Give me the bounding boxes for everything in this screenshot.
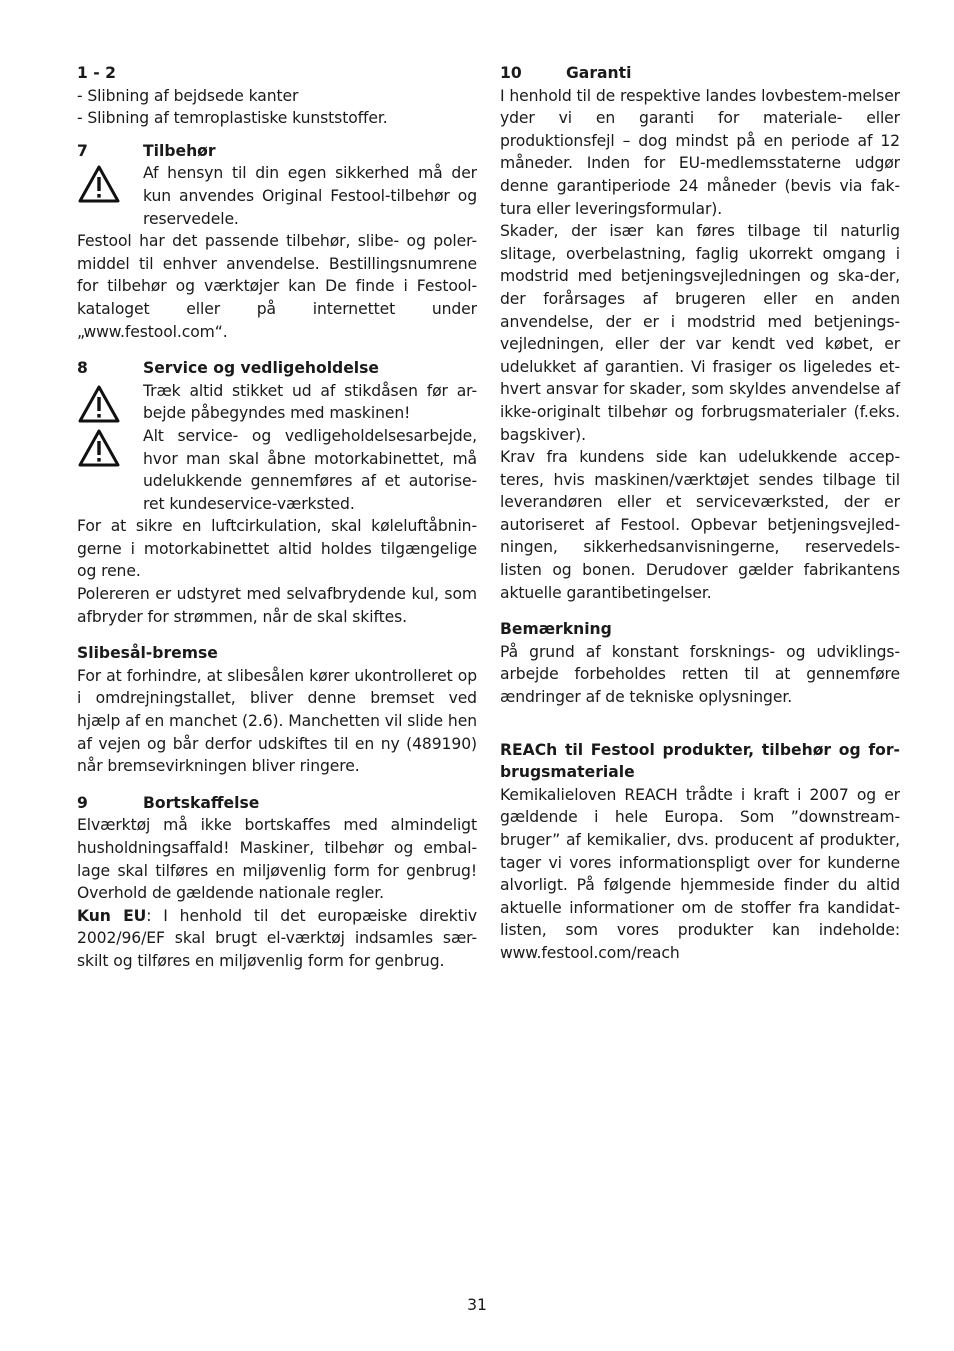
warning-triangle-icon [77, 164, 121, 204]
section-9-eu [77, 905, 477, 973]
section-8-heading [77, 357, 477, 380]
brake-body: For at forhindre, at slibesålen kører ukontrolleret op i omdrejningstallet, bliver denne bremset ved hjælp af en manchet (2.6). Manchetten vil slide hen af vejen og bår derfor udskiftes til en ny (489190) når bremsevirkningen bliver ringere. [77, 666, 477, 776]
section-1-2-title: 1 - 2 [77, 64, 117, 82]
section-10-title: Garanti [566, 64, 632, 82]
section-8-body-1: For at sikre en luftcirkulation, skal køleluftåbnin-gerne i motorkabinettet altid holdes tilgængelige og rene. [77, 517, 477, 581]
warning-triangle-icon [77, 384, 121, 424]
section-8-warning-1: Træk altid stikket ud af stikdåsen før ar-bejde påbegyndes med maskinen! [143, 381, 477, 423]
section-9-body: Elværktøj må ikke bortskaffes med almindeligt husholdningsaffald! Maskiner, tilbehør og embal-lage skal tilføres en miljøvenlig form for genbrug! Overhold de gældende nationale regler. [77, 816, 477, 903]
section-7-warning [77, 162, 477, 230]
section-9-eu-label: Kun EU [77, 906, 147, 925]
section-9-eu-body: : I henhold til det europæiske direktiv 2002/96/EF skal brugt el-værktøj indsamles sær-skilt og tilføres en miljøvenlig form for genbrug. [77, 906, 477, 970]
section-7-body: Festool har det passende tilbehør, slibe- og poler-middel til enhver anvendelse. Bestillingsnumrene for tilbehør og værktøjer kan De finde i Festool-kataloget eller på internettet under „www.festool.com“. [77, 232, 477, 341]
note-title: Bemærkning [500, 620, 612, 639]
section-7-warning-text: Af hensyn til din egen sikkerhed må der kun anvendes Original Festool-tilbehør og reservedele. [143, 164, 477, 228]
section-7-title: Tilbehør [143, 141, 216, 160]
section-10-paragraph-3: Krav fra kundens side kan udelukkende accep-teres, hvis maskinen/værktøjet sendes tilbage til leverandøren eller et serviceværksted, der er autoriseret af Festool. Opbevar betjeningsvejled-ningen, sikkerhedsanvisningerne, reservedels-listen og bonen. Derudover gælder fabrikantens aktuelle garantibetingelser. [500, 448, 900, 602]
section-10-paragraph-2: Skader, der især kan føres tilbage til naturlig slitage, overbelastning, faglig ukorrekt omgang i modstrid med betjeningsvejledningen og ska-der, der forårsages af brugeren eller en anden anvendelse, der er i modstrid med betjenings-vejledningen, eller der var kendt ved købet, er udelukket af garantien. Vi frasiger os ligeledes et-hvert ansvar for skader, som skyldes anvendelse af ikke-originalt tilbehør og forbrugsmaterialer (f.eks. bagskiver). [500, 222, 900, 444]
section-8-warning-2: Alt service- og vedligeholdelsesarbejde, hvor man skal åbne motorkabinettet, må udelukkende gennemføres af et autorise-ret kundeservice-værksted. [143, 426, 477, 513]
section-9-title: Bortskaffelse [143, 793, 260, 812]
reach-body: Kemikalieloven REACH trådte i kraft i 2007 og er gældende i hele Europa. Som ”downstream-bruger” af kemikalier, dvs. producent af produkter, tager vi vores informationspligt over for kunderne alvorligt. På følgende hjemmeside finder du altid aktuelle informationer om de stoffer fra kandidat-listen, som vores produkter kan indeholde: www.festool.com/reach [500, 785, 900, 962]
section-1-2-line-2: - Slibning af temroplastiske kunststoffer. [77, 109, 388, 128]
section-8-title: Service og vedligeholdelse [143, 359, 379, 378]
section-10-number: 10 [500, 64, 522, 82]
section-7-number: 7 [77, 141, 88, 160]
section-10-heading [500, 62, 900, 85]
left-column [77, 62, 477, 973]
section-10-paragraph-1: I henhold til de respektive landes lovbestem-melser yder vi en garanti for materiale- eller produktionsfejl – dog mindst på en periode af 12 måneder. Inden for EU-medlemsstaterne udgør denne garantiperiode 24 måneder (bevis via fak-tura eller leveringsformular). [500, 86, 900, 218]
note-body: På grund af konstant forsknings- og udviklings-arbejde forbeholdes retten til at gennemføre ændringer af de tekniske oplysninger. [500, 642, 900, 707]
page-number: 31 [467, 1296, 487, 1314]
warning-triangle-icon [77, 428, 121, 468]
section-9-number: 9 [77, 793, 88, 812]
reach-title: REACh til Festool produkter, tilbehør og for-brugsmateriale [500, 740, 900, 782]
section-7-heading [77, 140, 477, 163]
section-1-2-line-1: - Slibning af bejdsede kanter [77, 86, 299, 105]
right-column [500, 62, 900, 965]
section-9-heading [77, 792, 477, 815]
section-8-body-2: Polereren er udstyret med selvafbrydende kul, som afbryder for strømmen, når de skal skiftes. [77, 585, 477, 626]
section-8-warnings [77, 380, 477, 516]
brake-title: Slibesål-bremse [77, 644, 218, 663]
section-8-number: 8 [77, 359, 88, 378]
